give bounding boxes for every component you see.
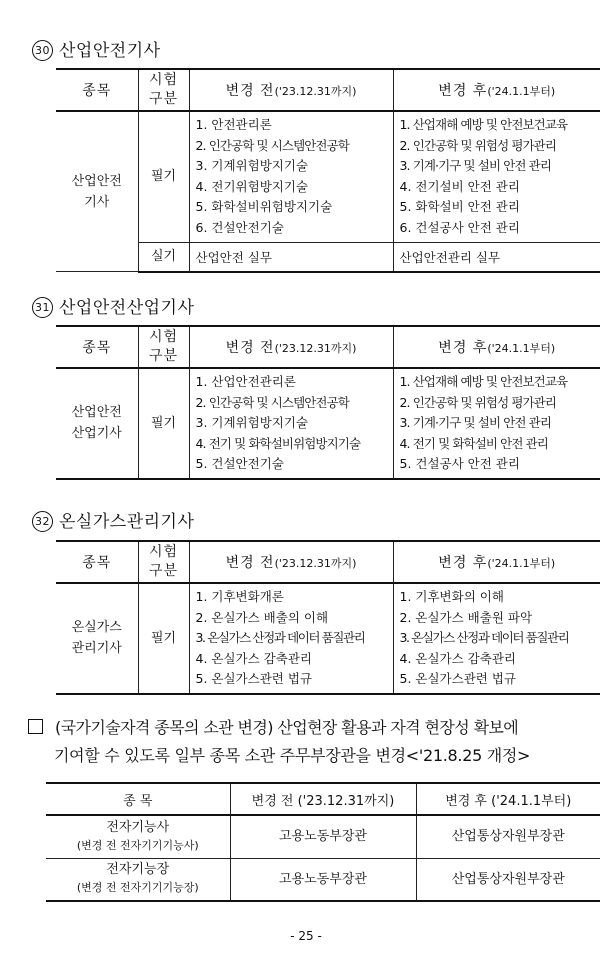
list-item: 4. 온실가스 감축관리 — [399, 650, 516, 666]
exam-subject-table — [56, 540, 600, 695]
list-item: 3. 기계위험방지기술 — [195, 158, 308, 174]
header-after: 변경 후('24.1.1부터) — [393, 69, 600, 111]
exam-type-practical: 실기 — [138, 242, 189, 272]
before-subject-list — [189, 583, 393, 694]
header-item: 종목 — [56, 541, 138, 583]
list-item: 1. 기후변화개론 — [195, 589, 284, 604]
subject-name: 산업안전 기사 — [56, 111, 138, 272]
after-subject-list — [393, 368, 600, 479]
list-item: 2. 온실가스 배출의 이해 — [195, 609, 329, 625]
before-subject-list — [189, 368, 393, 479]
after-subject-list — [393, 583, 600, 694]
list-item: 5. 화학설비 안전 관리 — [399, 199, 520, 215]
notice-line: (국가기술자격 종목의 소관 변경) 산업현장 활용과 자격 현장성 확보에 — [28, 714, 606, 742]
list-item: 3. 기계위험방지기술 — [195, 415, 308, 431]
list-item: 1. 산업재해 예방 및 안전보건교육 — [399, 117, 568, 132]
table-cell-after: 산업통상자원부장관 — [416, 858, 600, 901]
practical-after: 산업안전관리 실무 — [393, 242, 600, 272]
table-cell-after: 산업통상자원부장관 — [416, 815, 600, 858]
notice-paragraph — [28, 714, 606, 770]
header-before: 변경 전('23.12.31까지) — [189, 326, 393, 368]
list-item: 3. 기계·기구 및 설비 안전 관리 — [399, 158, 551, 174]
notice-line: 기여할 수 있도록 일부 종목 소관 주무부장관을 변경<'21.8.25 개정> — [54, 746, 531, 765]
section-title-text: 온실가스관리기사 — [59, 512, 195, 532]
list-item: 4. 전기위험방지기술 — [195, 178, 308, 194]
checkbox-bullet-icon — [28, 719, 43, 734]
header-item: 종 목 — [46, 783, 230, 815]
list-item: 2. 온실가스 배출원 파악 — [399, 609, 533, 625]
ministry-change-table — [46, 782, 600, 902]
list-item: 4. 전기 및 화학설비위험방지기술 — [195, 435, 361, 451]
list-item: 5. 건설안전기술 — [195, 456, 284, 472]
list-item: 2. 인간공학 및 시스템안전공학 — [195, 394, 349, 410]
section-title — [32, 507, 194, 532]
header-exam-type: 시험 구분 — [138, 541, 189, 583]
table-row-item: 전자기능사 (변경 전 전자기기기능사) — [46, 815, 230, 858]
header-item: 종목 — [56, 326, 138, 368]
before-subject-list — [189, 111, 393, 242]
header-before: 변경 전('23.12.31까지) — [189, 541, 393, 583]
exam-type-written: 필기 — [138, 368, 189, 479]
table-cell-before: 고용노동부장관 — [230, 815, 416, 858]
section-title-text: 산업안전산업기사 — [59, 298, 195, 318]
list-item: 1. 산업안전관리론 — [195, 374, 296, 389]
header-before: 변경 전 ('23.12.31까지) — [230, 783, 416, 815]
section-title-text: 산업안전기사 — [59, 41, 161, 61]
exam-type-written: 필기 — [138, 111, 189, 242]
after-subject-list — [393, 111, 600, 242]
list-item: 2. 인간공학 및 위험성 평가관리 — [399, 394, 557, 410]
list-item: 1. 기후변화의 이해 — [399, 589, 504, 604]
list-item: 3. 온실가스 산정과 데이터 품질관리 — [195, 630, 365, 646]
list-item: 6. 건설공사 안전 관리 — [399, 219, 520, 235]
subject-name: 온실가스 관리기사 — [56, 583, 138, 694]
list-item: 5. 온실가스관련 법규 — [399, 671, 516, 687]
table-row-item: 전자기능장 (변경 전 전자기기기능장) — [46, 858, 230, 901]
list-item: 5. 화학설비위험방지기술 — [195, 199, 333, 215]
section-number: 32 — [32, 511, 53, 532]
list-item: 6. 건설안전기술 — [195, 219, 284, 235]
header-after: 변경 후 ('24.1.1부터) — [416, 783, 600, 815]
list-item: 1. 안전관리론 — [195, 117, 272, 132]
exam-subject-table — [56, 68, 600, 273]
section-number: 30 — [32, 40, 53, 61]
list-item: 5. 온실가스관련 법규 — [195, 671, 312, 687]
section-number: 31 — [32, 297, 53, 318]
header-after: 변경 후('24.1.1부터) — [393, 541, 600, 583]
list-item: 3. 기계·기구 및 설비 안전 관리 — [399, 415, 551, 431]
section-title — [32, 36, 161, 61]
subject-name: 산업안전 산업기사 — [56, 368, 138, 479]
practical-before: 산업안전 실무 — [189, 242, 393, 272]
exam-subject-table — [56, 325, 600, 480]
list-item: 3. 온실가스 산정과 데이터 품질관리 — [399, 630, 569, 646]
list-item: 2. 인간공학 및 시스템안전공학 — [195, 137, 349, 153]
list-item: 1. 산업재해 예방 및 안전보건교육 — [399, 374, 568, 389]
header-item: 종목 — [56, 69, 138, 111]
list-item: 5. 건설공사 안전 관리 — [399, 456, 520, 472]
list-item: 2. 인간공학 및 위험성 평가관리 — [399, 137, 557, 153]
section-title — [32, 293, 194, 318]
header-before: 변경 전('23.12.31까지) — [189, 69, 393, 111]
list-item: 4. 온실가스 감축관리 — [195, 650, 312, 666]
list-item: 4. 전기 및 화학설비 안전 관리 — [399, 435, 548, 451]
header-after: 변경 후('24.1.1부터) — [393, 326, 600, 368]
page-number: - 25 - — [290, 929, 322, 943]
table-cell-before: 고용노동부장관 — [230, 858, 416, 901]
list-item: 4. 전기설비 안전 관리 — [399, 178, 520, 194]
header-exam-type: 시험 구분 — [138, 69, 189, 111]
exam-type-written: 필기 — [138, 583, 189, 694]
header-exam-type: 시험 구분 — [138, 326, 189, 368]
